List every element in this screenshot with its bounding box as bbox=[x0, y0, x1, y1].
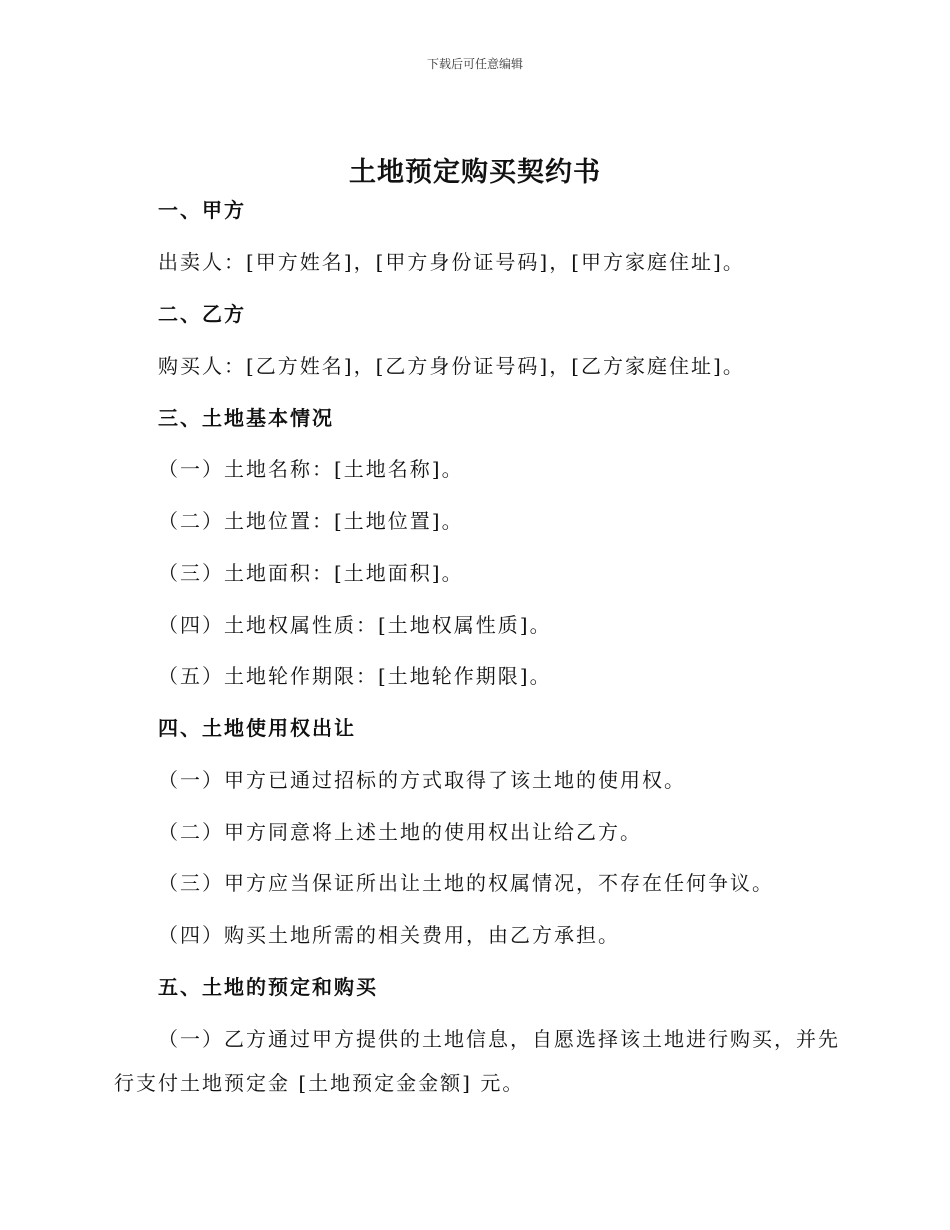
land-basics-item: （四）土地权属性质：[土地权属性质]。 bbox=[158, 613, 552, 637]
section-heading-land-use-transfer: 四、土地使用权出让 bbox=[158, 716, 356, 740]
land-use-item: （一）甲方已通过招标的方式取得了该土地的使用权。 bbox=[158, 768, 686, 792]
reservation-paragraph-line2: 行支付土地预定金 [土地预定金金额] 元。 bbox=[114, 1071, 525, 1095]
land-basics-item: （五）土地轮作期限：[土地轮作期限]。 bbox=[158, 664, 552, 688]
section-heading-land-basics: 三、土地基本情况 bbox=[158, 406, 334, 430]
buyer-line: 购买人：[乙方姓名]，[乙方身份证号码]，[乙方家庭住址]。 bbox=[158, 354, 745, 378]
land-use-item: （四）购买土地所需的相关费用，由乙方承担。 bbox=[158, 923, 620, 947]
section-heading-party-a: 一、甲方 bbox=[158, 198, 246, 222]
land-basics-item: （二）土地位置：[土地位置]。 bbox=[158, 509, 464, 533]
land-use-item: （二）甲方同意将上述土地的使用权出让给乙方。 bbox=[158, 820, 642, 844]
header-note: 下载后可任意编辑 bbox=[426, 57, 523, 71]
section-heading-reservation-purchase: 五、土地的预定和购买 bbox=[158, 975, 378, 999]
land-basics-item: （一）土地名称：[土地名称]。 bbox=[158, 457, 464, 481]
section-heading-party-b: 二、乙方 bbox=[158, 302, 246, 326]
land-use-item: （三）甲方应当保证所出让土地的权属情况，不存在任何争议。 bbox=[158, 871, 774, 895]
document-title: 土地预定购买契约书 bbox=[349, 157, 601, 188]
land-basics-item: （三）土地面积：[土地面积]。 bbox=[158, 561, 464, 585]
seller-line: 出卖人：[甲方姓名]，[甲方身份证号码]，[甲方家庭住址]。 bbox=[158, 250, 745, 274]
reservation-paragraph-line1: （一）乙方通过甲方提供的土地信息，自愿选择该土地进行购买，并先 bbox=[158, 1027, 840, 1051]
